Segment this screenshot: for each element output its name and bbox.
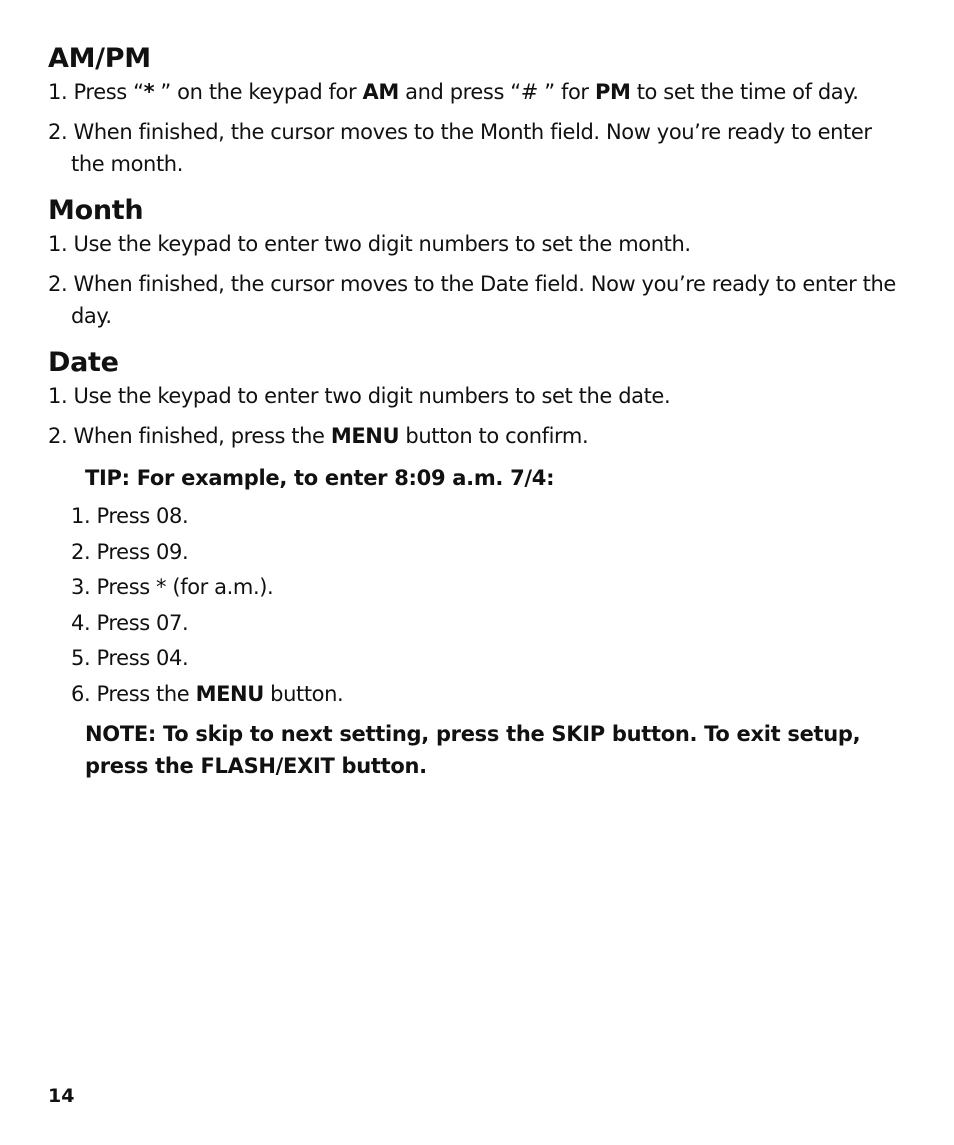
note-text: NOTE: To skip to next setting, press the SKIP button. To exit setup, press the FLASH/EXIT button. [85,721,861,778]
tip-step: 6. Press the MENU button. [71,681,344,706]
section-date [48,346,908,452]
section-am-pm [48,42,908,180]
am-pm-step-1: 1. Press “* ” on the keypad for AM and press “# ” for PM to set the time of day. [48,80,859,104]
section-month [48,194,908,332]
am-pm-step-2: 2. When finished, the cursor moves to the Month field. Now you’re ready to enter the month. [48,120,872,176]
section-heading-month: Month [48,195,144,226]
tip-step: 4. Press 07. [71,610,189,635]
section-heading-date: Date [48,347,119,378]
month-step-1: 1. Use the keypad to enter two digit numbers to set the month. [48,232,691,256]
tip-step: 5. Press 04. [71,646,189,671]
tip-step: 3. Press * (for a.m.). [71,575,274,600]
tip-steps-list [71,500,908,710]
date-step-2: 2. When finished, press the MENU button to confirm. [48,424,589,448]
tip-block [71,462,908,782]
month-step-2: 2. When finished, the cursor moves to the Date field. Now you’re ready to enter the day. [48,272,896,328]
date-step-1: 1. Use the keypad to enter two digit numbers to set the date. [48,384,671,408]
tip-title: TIP: For example, to enter 8:09 a.m. 7/4: [85,466,555,490]
tip-step: 1. Press 08. [71,504,189,528]
tip-step: 2. Press 09. [71,539,189,564]
page-number: 14 [48,1085,75,1107]
section-heading-am-pm: AM/PM [48,43,151,74]
manual-page [48,42,908,803]
